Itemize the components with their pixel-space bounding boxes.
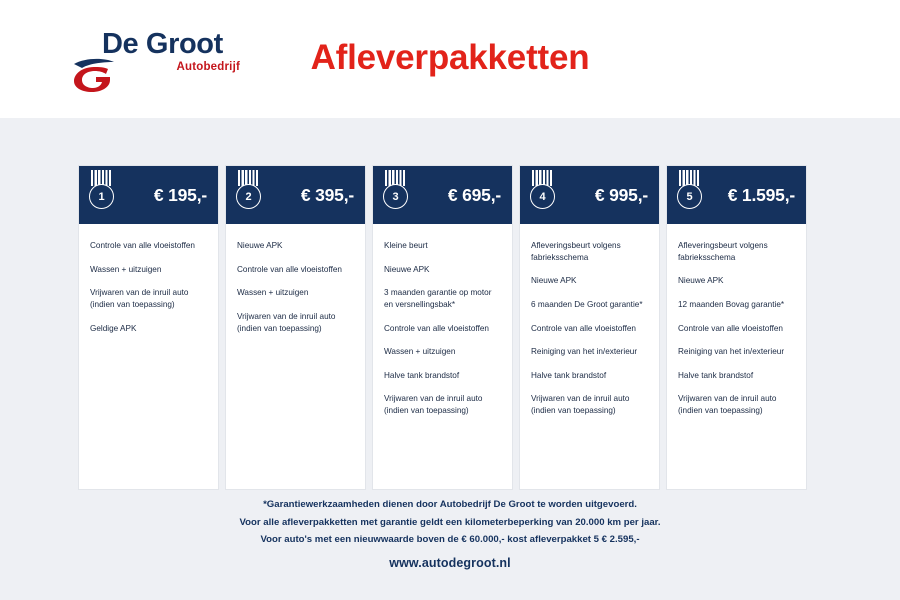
package-card[interactable] bbox=[78, 165, 219, 490]
medal-number: 5 bbox=[677, 184, 702, 209]
package-card[interactable] bbox=[372, 165, 513, 490]
package-features bbox=[667, 224, 806, 431]
content-area bbox=[0, 118, 900, 600]
list-item: Wassen + uitzuigen bbox=[384, 347, 456, 357]
list-item: Vrijwaren van de inruil auto (indien van toepassing) bbox=[531, 394, 630, 416]
package-header bbox=[79, 166, 218, 224]
medal-number: 2 bbox=[236, 184, 261, 209]
list-item: 6 maanden De Groot garantie* bbox=[531, 299, 643, 309]
list-item: Nieuwe APK bbox=[678, 276, 724, 286]
list-item: Halve tank brandstof bbox=[531, 370, 607, 380]
package-cards bbox=[78, 165, 822, 490]
footnote-line: *Garantiewerkzaamheden dienen door Autobedrijf De Groot te worden uitgevoerd. bbox=[263, 499, 637, 510]
package-features bbox=[226, 224, 365, 348]
list-item: Halve tank brandstof bbox=[678, 370, 754, 380]
package-features bbox=[373, 224, 512, 431]
list-item: Nieuwe APK bbox=[531, 276, 577, 286]
package-price: € 1.595,- bbox=[727, 184, 795, 205]
list-item: Controle van alle vloeistoffen bbox=[531, 323, 636, 333]
package-price: € 195,- bbox=[153, 184, 207, 205]
package-price: € 995,- bbox=[594, 184, 648, 205]
list-item: 12 maanden Bovag garantie* bbox=[678, 299, 785, 309]
package-features bbox=[520, 224, 659, 431]
list-item: Reiniging van het in/exterieur bbox=[678, 347, 785, 357]
list-item: Reiniging van het in/exterieur bbox=[531, 347, 638, 357]
list-item: Vrijwaren van de inruil auto (indien van toepassing) bbox=[384, 394, 483, 416]
header-band bbox=[0, 0, 900, 118]
website-link[interactable]: www.autodegroot.nl bbox=[389, 556, 511, 570]
package-header bbox=[226, 166, 365, 224]
list-item: Controle van alle vloeistoffen bbox=[237, 264, 342, 274]
list-item: Vrijwaren van de inruil auto (indien van toepassing) bbox=[678, 394, 777, 416]
list-item: Nieuwe APK bbox=[384, 264, 430, 274]
package-header bbox=[520, 166, 659, 224]
package-card[interactable] bbox=[666, 165, 807, 490]
package-features bbox=[79, 224, 218, 348]
medal-icon bbox=[382, 170, 409, 214]
list-item: Afleveringsbeurt volgens fabrieksschema bbox=[531, 241, 621, 262]
package-card[interactable] bbox=[225, 165, 366, 490]
list-item: Controle van alle vloeistoffen bbox=[90, 241, 195, 250]
list-item: Kleine beurt bbox=[384, 241, 428, 250]
medal-number: 4 bbox=[530, 184, 555, 209]
package-price: € 695,- bbox=[447, 184, 501, 205]
footnotes bbox=[0, 496, 900, 549]
list-item: Afleveringsbeurt volgens fabrieksschema bbox=[678, 241, 768, 262]
list-item: Wassen + uitzuigen bbox=[237, 288, 309, 298]
medal-number: 3 bbox=[383, 184, 408, 209]
list-item: Vrijwaren van de inruil auto (indien van toepassing) bbox=[90, 288, 189, 309]
medal-icon bbox=[529, 170, 556, 214]
brand-tagline: Autobedrijf bbox=[176, 61, 240, 73]
brand-name: De Groot bbox=[102, 28, 223, 60]
footnote-line: Voor alle afleverpakketten met garantie geldt een kilometerbeperking van 20.000 km per jaar. bbox=[239, 516, 661, 528]
list-item: Controle van alle vloeistoffen bbox=[678, 323, 783, 333]
medal-icon bbox=[676, 170, 703, 214]
package-header bbox=[373, 166, 512, 224]
list-item: Halve tank brandstof bbox=[384, 370, 460, 380]
package-card[interactable] bbox=[519, 165, 660, 490]
list-item: Geldige APK bbox=[90, 323, 137, 333]
list-item: 3 maanden garantie op motor en versnellingsbak* bbox=[384, 288, 492, 309]
list-item: Wassen + uitzuigen bbox=[90, 264, 162, 274]
medal-icon bbox=[235, 170, 262, 214]
list-item: Controle van alle vloeistoffen bbox=[384, 323, 489, 333]
list-item: Vrijwaren van de inruil auto (indien van toepassing) bbox=[237, 311, 336, 333]
footnote-line: Voor auto's met een nieuwwaarde boven de € 60.000,- kost afleverpakket 5 € 2.595,- bbox=[260, 534, 640, 546]
list-item: Nieuwe APK bbox=[237, 241, 283, 250]
medal-icon bbox=[88, 170, 115, 214]
page-title: Afleverpakketten bbox=[310, 38, 590, 77]
package-header bbox=[667, 166, 806, 224]
package-price: € 395,- bbox=[300, 184, 354, 205]
medal-number: 1 bbox=[89, 184, 114, 209]
